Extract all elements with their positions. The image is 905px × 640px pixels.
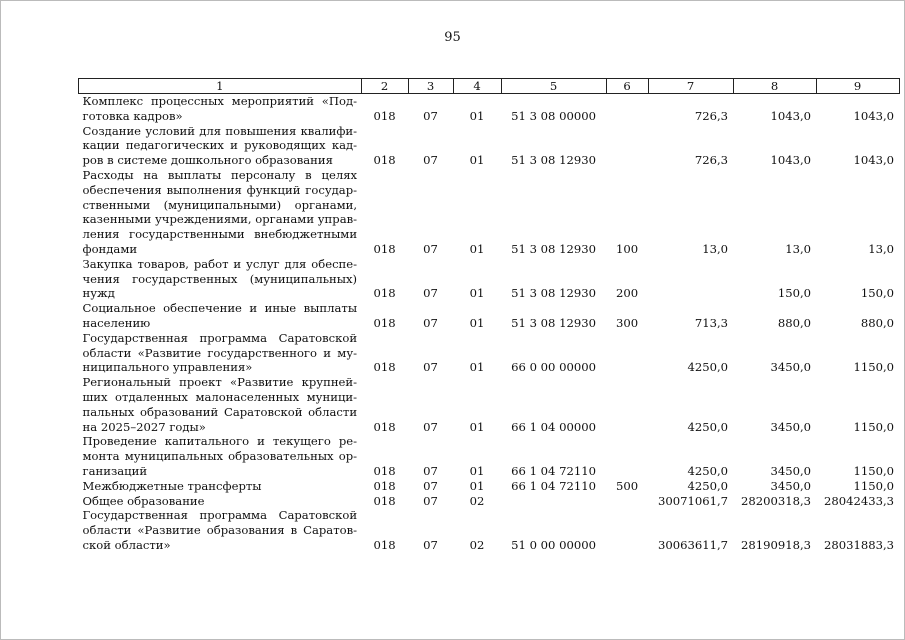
description-line: ления государственными внебюджетными — [82, 227, 358, 242]
amount-col7: 713,3 — [694, 315, 729, 330]
expense-type-code — [606, 434, 648, 478]
section-code: 07 — [423, 108, 438, 123]
amount-col7: 30063611,7 — [657, 537, 729, 552]
subsection-code: 01 — [469, 153, 485, 168]
amount-col8: 880,0 — [777, 315, 812, 330]
page-number: 95 — [444, 30, 461, 45]
amount-col9: 1150,0 — [853, 478, 895, 493]
amount-col8: 1043,0 — [770, 108, 812, 123]
ministry-code: 018 — [373, 360, 396, 375]
subsection-code: 01 — [469, 463, 485, 478]
ministry-code: 018 — [373, 493, 396, 508]
ministry-code: 018 — [373, 153, 396, 168]
section-code: 07 — [423, 241, 438, 256]
amount-col8: 28190918,3 — [740, 537, 812, 552]
row-description — [79, 257, 362, 301]
description-line: Проведение капитального и текущего ре- — [82, 434, 358, 449]
target-article-code: 51 0 00 00000 — [511, 537, 596, 552]
row-description — [79, 508, 362, 552]
description-line: области «Развитие государственного и му- — [82, 345, 358, 360]
expense-type-code — [606, 94, 648, 124]
section-code: 07 — [423, 419, 438, 434]
amount-col9: 880,0 — [860, 315, 895, 330]
table-row — [79, 301, 900, 331]
description-line: на 2025–2027 годы» — [82, 419, 206, 434]
description-line: обеспечения выполнения функций государ- — [82, 182, 358, 197]
subsection-code: 01 — [469, 241, 485, 256]
description-line: казенными учреждениями, органами управ- — [82, 212, 358, 227]
target-article-code: 51 3 08 12930 — [511, 315, 596, 330]
description-line: монта муниципальных образовательных ор- — [82, 449, 358, 464]
amount-col9: 1043,0 — [853, 153, 895, 168]
amount-col9: 150,0 — [860, 286, 895, 301]
description-line: Государственная программа Саратовской — [82, 508, 358, 523]
ministry-code: 018 — [373, 241, 396, 256]
ministry-code: 018 — [373, 478, 396, 493]
amount-col7 — [648, 257, 733, 301]
amount-col9: 1043,0 — [853, 108, 895, 123]
section-code: 07 — [423, 360, 438, 375]
target-article-code: 51 3 08 12930 — [511, 241, 596, 256]
table-row — [79, 257, 900, 301]
amount-col7: 4250,0 — [687, 478, 729, 493]
description-line: области «Развитие образования в Саратов- — [82, 523, 358, 538]
column-header-5: 5 — [501, 79, 606, 94]
row-description — [79, 168, 362, 257]
expense-type-code — [606, 124, 648, 168]
amount-col8: 1043,0 — [770, 153, 812, 168]
row-description — [79, 331, 362, 375]
target-article-code: 66 1 04 72110 — [511, 463, 596, 478]
description-line: ниципального управления» — [82, 360, 253, 375]
row-description — [79, 375, 362, 434]
amount-col7: 4250,0 — [687, 463, 729, 478]
ministry-code: 018 — [373, 108, 396, 123]
table-row — [79, 479, 900, 494]
budget-table — [78, 78, 900, 553]
amount-col9: 28031883,3 — [823, 537, 895, 552]
expense-type-code: 100 — [615, 241, 639, 256]
description-line: Закупка товаров, работ и услуг для обеспе- — [82, 256, 358, 271]
description-line: Расходы на выплаты персоналу в целях — [82, 167, 358, 182]
amount-col8: 3450,0 — [770, 419, 812, 434]
ministry-code: 018 — [373, 463, 396, 478]
section-code: 07 — [423, 478, 438, 493]
target-article-code: 66 1 04 00000 — [511, 419, 596, 434]
section-code: 07 — [423, 537, 438, 552]
amount-col8: 3450,0 — [770, 463, 812, 478]
expense-type-code: 200 — [615, 286, 639, 301]
subsection-code: 02 — [469, 493, 485, 508]
description-line: Создание условий для повышения квалифи- — [82, 123, 358, 138]
section-code: 07 — [423, 153, 438, 168]
row-description — [79, 301, 362, 331]
table-row — [79, 94, 900, 124]
section-code: 07 — [423, 315, 438, 330]
target-article-code: 51 3 08 12930 — [511, 286, 596, 301]
row-description — [79, 494, 362, 509]
description-line: кации педагогических и руководящих кад- — [82, 138, 358, 153]
amount-col8: 3450,0 — [770, 360, 812, 375]
amount-col7: 13,0 — [702, 241, 729, 256]
row-description — [79, 94, 362, 124]
table-row — [79, 124, 900, 168]
expense-type-code: 500 — [615, 478, 639, 493]
row-description — [79, 434, 362, 478]
target-article-code: 51 3 08 00000 — [511, 108, 596, 123]
column-header-4: 4 — [453, 79, 501, 94]
subsection-code: 01 — [469, 108, 485, 123]
description-line: ших отдаленных малонаселенных муници- — [82, 389, 358, 404]
expense-type-code — [606, 508, 648, 552]
target-article-code — [501, 494, 606, 509]
target-article-code: 51 3 08 12930 — [511, 153, 596, 168]
amount-col8: 13,0 — [785, 241, 812, 256]
column-header-8: 8 — [733, 79, 816, 94]
target-article-code: 66 1 04 72110 — [511, 478, 596, 493]
description-line: ственными (муниципальными) органами, — [82, 197, 358, 212]
amount-col7: 726,3 — [694, 108, 729, 123]
row-description — [79, 479, 362, 494]
column-header-9: 9 — [816, 79, 899, 94]
column-header-3: 3 — [408, 79, 453, 94]
amount-col9: 13,0 — [868, 241, 895, 256]
description-line: готовка кадров» — [82, 108, 183, 123]
section-code: 07 — [423, 286, 438, 301]
table-row — [79, 434, 900, 478]
description-line: ской области» — [82, 537, 171, 552]
section-code: 07 — [423, 493, 438, 508]
amount-col7: 4250,0 — [687, 419, 729, 434]
amount-col9: 1150,0 — [853, 463, 895, 478]
description-line: фондами — [82, 241, 138, 256]
amount-col8: 3450,0 — [770, 478, 812, 493]
table-row — [79, 494, 900, 509]
subsection-code: 01 — [469, 419, 485, 434]
section-code: 07 — [423, 463, 438, 478]
expense-type-code: 300 — [615, 315, 639, 330]
description-line: Комплекс процессных мероприятий «Под- — [82, 94, 358, 108]
amount-col8: 150,0 — [777, 286, 812, 301]
table-header-row — [79, 79, 900, 94]
amount-col7: 726,3 — [694, 153, 729, 168]
amount-col7: 4250,0 — [687, 360, 729, 375]
description-line: Социальное обеспечение и иные выплаты — [82, 301, 358, 316]
amount-col9: 28042433,3 — [823, 493, 895, 508]
column-header-6: 6 — [606, 79, 648, 94]
expense-type-code — [606, 375, 648, 434]
subsection-code: 01 — [469, 286, 485, 301]
subsection-code: 01 — [469, 360, 485, 375]
description-line: чения государственных (муниципальных) — [82, 271, 358, 286]
amount-col9: 1150,0 — [853, 419, 895, 434]
target-article-code: 66 0 00 00000 — [511, 360, 596, 375]
subsection-code: 01 — [469, 315, 485, 330]
description-line: Региональный проект «Развитие крупней- — [82, 375, 358, 390]
subsection-code: 02 — [469, 537, 485, 552]
description-line: пальных образований Саратовской области — [82, 404, 358, 419]
description-line: населению — [82, 315, 151, 330]
amount-col9: 1150,0 — [853, 360, 895, 375]
column-header-1: 1 — [79, 79, 362, 94]
ministry-code: 018 — [373, 419, 396, 434]
description-line: Межбюджетные трансферты — [82, 478, 262, 493]
table-row — [79, 331, 900, 375]
description-line: нужд — [82, 286, 115, 301]
amount-col7: 30071061,7 — [657, 493, 729, 508]
ministry-code: 018 — [373, 315, 396, 330]
ministry-code: 018 — [373, 537, 396, 552]
row-description — [79, 124, 362, 168]
subsection-code: 01 — [469, 478, 485, 493]
amount-col8: 28200318,3 — [740, 493, 812, 508]
table-row — [79, 168, 900, 257]
table-row — [79, 508, 900, 552]
description-line: Общее образование — [82, 493, 205, 508]
description-line: ганизаций — [82, 463, 148, 478]
expense-type-code — [606, 331, 648, 375]
description-line: Государственная программа Саратовской — [82, 330, 358, 345]
description-line: ров в системе дошкольного образования — [82, 153, 333, 168]
expense-type-code — [606, 494, 648, 509]
ministry-code: 018 — [373, 286, 396, 301]
column-header-2: 2 — [361, 79, 408, 94]
column-header-7: 7 — [648, 79, 733, 94]
table-row — [79, 375, 900, 434]
